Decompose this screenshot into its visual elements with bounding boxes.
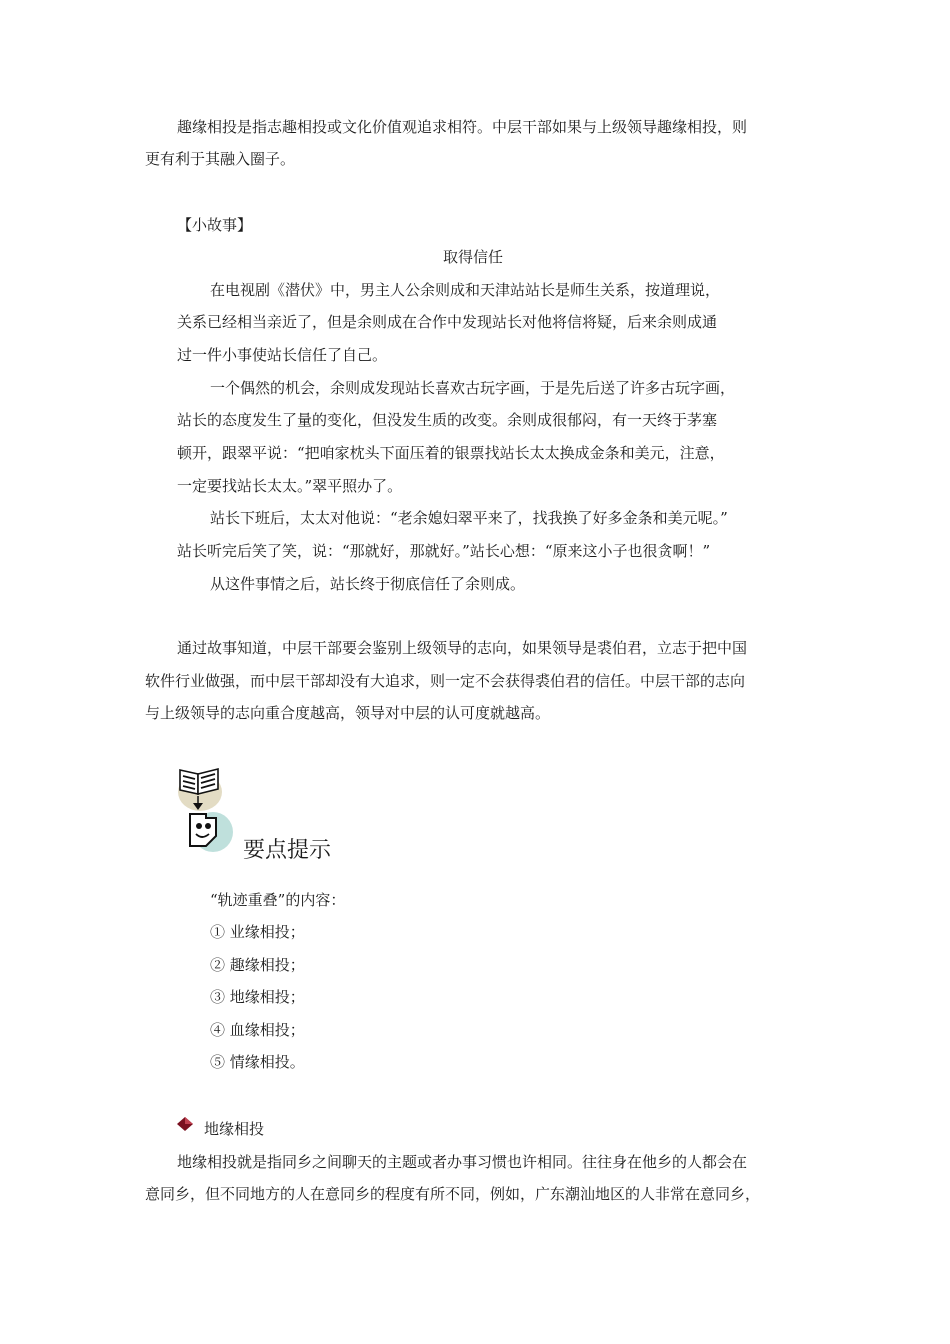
- story-line: 站长的态度发生了量的变化，但没发生质的改变。余则成很郁闷，有一天终于茅塞: [177, 411, 718, 429]
- list-item: ③ 地缘相投；: [210, 988, 305, 1006]
- list-item: ④ 血缘相投；: [210, 1021, 305, 1039]
- list-item: ② 趣缘相投；: [210, 956, 305, 974]
- book-and-face-icon: [176, 764, 236, 854]
- section-line: 地缘相投就是指同乡之间聊天的主题或者办事习惯也许相同。往往身在他乡的人都会在: [177, 1153, 748, 1171]
- story-title: 取得信任: [443, 248, 504, 266]
- conclusion-line: 通过故事知道，中层干部要会鉴别上级领导的志向，如果领导是裘伯君，立志于把中国: [177, 639, 748, 657]
- diamond-bullet-icon: [176, 1116, 194, 1132]
- story-line: 顿开，跟翠平说：“把咱家枕头下面压着的银票找站长太太换成金条和美元，注意，: [177, 444, 725, 462]
- story-line: 一个偶然的机会，余则成发现站长喜欢古玩字画，于是先后送了许多古玩字画，: [210, 379, 736, 397]
- story-line: 在电视剧《潜伏》中，男主人公余则成和天津站站长是师生关系，按道理说，: [210, 281, 721, 299]
- story-line: 站长下班后，太太对他说：“老余媳妇翠平来了，找我换了好多金条和美元呢。”: [210, 509, 728, 527]
- section-heading: 地缘相投: [204, 1120, 265, 1138]
- conclusion-line: 软件行业做强，而中层干部却没有大追求，则一定不会获得裘伯君的信任。中层干部的志向: [145, 672, 746, 690]
- story-line: 一定要找站长太太。”翠平照办了。: [177, 477, 403, 495]
- story-line: 站长听完后笑了笑，说：“那就好，那就好。”站长心想：“原来这小子也很贪啊！”: [177, 542, 711, 560]
- story-line: 关系已经相当亲近了，但是余则成在合作中发现站长对他将信将疑，后来余则成通: [177, 313, 718, 331]
- list-item: ⑤ 情缘相投。: [210, 1053, 305, 1071]
- story-line: 从这件事情之后，站长终于彻底信任了余则成。: [210, 575, 526, 593]
- story-label: 【小故事】: [177, 216, 253, 234]
- section-line: 意同乡，但不同地方的人在意同乡的程度有所不同，例如，广东潮汕地区的人非常在意同乡，: [145, 1185, 761, 1203]
- intro-line-1: 趣缘相投是指志趣相投或文化价值观追求相符。中层干部如果与上级领导趣缘相投，则: [177, 118, 748, 136]
- story-line: 过一件小事使站长信任了自己。: [177, 346, 388, 364]
- conclusion-line: 与上级领导的志向重合度越高，领导对中层的认可度就越高。: [145, 704, 551, 722]
- list-item: ① 业缘相投；: [210, 923, 305, 941]
- intro-line-2: 更有利于其融入圈子。: [145, 150, 296, 168]
- tips-heading: 要点提示: [243, 838, 332, 863]
- tips-intro: “轨迹重叠”的内容：: [210, 891, 346, 909]
